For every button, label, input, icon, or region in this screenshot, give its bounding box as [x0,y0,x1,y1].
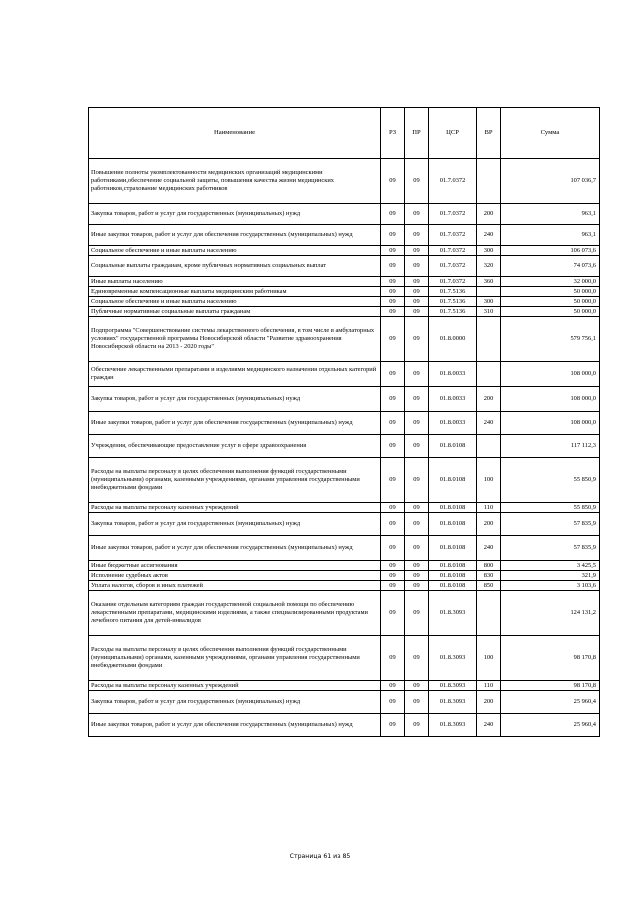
cell-name: Иные закупки товаров, работ и услуг для обеспечения государственных (муниципальных) нужд [89,412,381,435]
cell-name: Закупка товаров, работ и услуг для государственных (муниципальных) нужд [89,387,381,412]
cell-name: Расходы на выплаты персоналу казенных учреждений [89,681,381,691]
cell-sum: 57 835,9 [501,536,600,561]
cell-rz: 09 [381,297,405,307]
cell-vr: 310 [477,307,501,317]
cell-csr: 01.8.3093 [429,681,477,691]
cell-sum: 74 073,6 [501,256,600,277]
cell-sum: 50 000,0 [501,297,600,307]
cell-pr: 09 [405,681,429,691]
cell-csr: 01.7.5136 [429,307,477,317]
cell-name: Социальное обеспечение и иные выплаты населению [89,297,381,307]
table-row [89,387,600,412]
cell-csr: 01.7.0372 [429,246,477,256]
cell-name: Социальное обеспечение и иные выплаты населению [89,246,381,256]
cell-sum: 117 112,3 [501,435,600,458]
cell-csr: 01.8.0033 [429,412,477,435]
cell-pr: 09 [405,503,429,513]
cell-csr: 01.8.0000 [429,317,477,362]
table-row [89,256,600,277]
cell-sum: 55 850,9 [501,503,600,513]
cell-rz: 09 [381,513,405,536]
table-row [89,591,600,636]
table-row [89,561,600,571]
cell-name: Исполнение судебных актов [89,571,381,581]
cell-sum: 3 425,5 [501,561,600,571]
cell-vr: 320 [477,256,501,277]
cell-name: Закупка товаров, работ и услуг для государственных (муниципальных) нужд [89,691,381,714]
cell-pr: 09 [405,561,429,571]
cell-csr: 01.8.0108 [429,561,477,571]
cell-name: Иные закупки товаров, работ и услуг для обеспечения государственных (муниципальных) нужд [89,714,381,737]
table-row [89,581,600,591]
cell-name: Социальные выплаты гражданам, кроме публичных нормативных социальных выплат [89,256,381,277]
cell-rz: 09 [381,362,405,387]
table-row [89,204,600,225]
cell-rz: 09 [381,503,405,513]
cell-name: Расходы на выплаты персоналу казенных учреждений [89,503,381,513]
table-row [89,513,600,536]
cell-sum: 579 756,1 [501,317,600,362]
cell-pr: 09 [405,317,429,362]
table-row [89,571,600,581]
cell-vr [477,591,501,636]
cell-name: Публичные нормативные социальные выплаты гражданам [89,307,381,317]
cell-sum: 55 850,9 [501,458,600,503]
table-row [89,246,600,256]
cell-rz: 09 [381,317,405,362]
cell-csr: 01.8.0033 [429,387,477,412]
cell-rz: 09 [381,571,405,581]
table-row [89,297,600,307]
cell-vr [477,287,501,297]
cell-name: Оказание отдельным категориям граждан государственной социальной помощи по обеспечению лекарственными препаратами, медицинскими изделиями, а также специализированными продуктами лечебного питания для детей-инвалидов [89,591,381,636]
cell-vr: 110 [477,681,501,691]
cell-csr: 01.8.0108 [429,513,477,536]
cell-rz: 09 [381,435,405,458]
cell-rz: 09 [381,387,405,412]
table-row [89,287,600,297]
cell-vr: 830 [477,571,501,581]
cell-vr: 200 [477,691,501,714]
cell-pr: 09 [405,287,429,297]
table-row [89,412,600,435]
cell-vr: 800 [477,561,501,571]
cell-name: Расходы на выплаты персоналу в целях обеспечения выполнения функций государственными (муниципальными) органами, казенными учреждениями, органами управления государственными внебюджетными фондами [89,636,381,681]
cell-csr: 01.8.3093 [429,691,477,714]
cell-csr: 01.8.0108 [429,458,477,503]
cell-pr: 09 [405,307,429,317]
table-row [89,458,600,503]
cell-sum: 108 000,0 [501,387,600,412]
cell-pr: 09 [405,387,429,412]
cell-sum: 963,1 [501,204,600,225]
cell-name: Единовременные компенсационные выплаты медицинским работникам [89,287,381,297]
cell-vr: 200 [477,513,501,536]
cell-vr: 300 [477,297,501,307]
header-csr: ЦСР [429,108,477,159]
cell-csr: 01.7.5136 [429,287,477,297]
cell-rz: 09 [381,636,405,681]
cell-rz: 09 [381,591,405,636]
cell-pr: 09 [405,246,429,256]
table-row [89,362,600,387]
cell-sum: 50 000,0 [501,287,600,297]
cell-pr: 09 [405,297,429,307]
cell-rz: 09 [381,561,405,571]
cell-pr: 09 [405,714,429,737]
cell-pr: 09 [405,458,429,503]
cell-pr: 09 [405,362,429,387]
cell-csr: 01.7.0372 [429,256,477,277]
cell-pr: 09 [405,256,429,277]
cell-name: Иные бюджетные ассигнования [89,561,381,571]
cell-vr [477,159,501,204]
table-row [89,503,600,513]
cell-vr: 100 [477,636,501,681]
cell-csr: 01.7.0372 [429,277,477,287]
cell-pr: 09 [405,536,429,561]
table-row [89,714,600,737]
cell-name: Иные закупки товаров, работ и услуг для обеспечения государственных (муниципальных) нужд [89,536,381,561]
cell-csr: 01.7.5136 [429,297,477,307]
cell-rz: 09 [381,159,405,204]
cell-csr: 01.8.0108 [429,536,477,561]
header-rz: РЗ [381,108,405,159]
cell-rz: 09 [381,691,405,714]
cell-rz: 09 [381,277,405,287]
cell-csr: 01.7.0372 [429,204,477,225]
cell-rz: 09 [381,681,405,691]
cell-name: Подпрограмма "Совершенствование системы лекарственного обеспечения, в том числе в амбулаторных условиях" государственной программы Новосибирской области "Развитие здравоохранения Новосибирской области на 2013 - 2020 годы" [89,317,381,362]
table-row [89,691,600,714]
cell-csr: 01.8.3093 [429,636,477,681]
cell-vr: 360 [477,277,501,287]
cell-rz: 09 [381,536,405,561]
cell-name: Закупка товаров, работ и услуг для государственных (муниципальных) нужд [89,204,381,225]
cell-sum: 57 835,9 [501,513,600,536]
cell-pr: 09 [405,513,429,536]
cell-rz: 09 [381,204,405,225]
header-name: Наименование [89,108,381,159]
table-row [89,681,600,691]
cell-vr: 240 [477,714,501,737]
cell-vr: 110 [477,503,501,513]
cell-csr: 01.8.0108 [429,503,477,513]
cell-sum: 321,9 [501,571,600,581]
cell-sum: 106 073,6 [501,246,600,256]
cell-pr: 09 [405,636,429,681]
cell-csr: 01.8.0108 [429,571,477,581]
cell-csr: 01.8.3093 [429,591,477,636]
cell-pr: 09 [405,159,429,204]
cell-rz: 09 [381,458,405,503]
cell-vr: 240 [477,412,501,435]
header-vr: ВР [477,108,501,159]
cell-sum: 32 000,0 [501,277,600,287]
cell-pr: 09 [405,581,429,591]
cell-pr: 09 [405,591,429,636]
budget-table [88,107,600,737]
cell-vr: 850 [477,581,501,591]
cell-pr: 09 [405,571,429,581]
table-header-row [89,108,600,159]
cell-pr: 09 [405,435,429,458]
cell-sum: 108 000,0 [501,362,600,387]
cell-sum: 108 000,0 [501,412,600,435]
table-row [89,317,600,362]
cell-rz: 09 [381,287,405,297]
cell-csr: 01.8.3093 [429,714,477,737]
cell-pr: 09 [405,277,429,287]
cell-sum: 124 131,2 [501,591,600,636]
cell-rz: 09 [381,714,405,737]
table-row [89,435,600,458]
cell-sum: 50 000,0 [501,307,600,317]
table-row [89,159,600,204]
table-row [89,536,600,561]
cell-name: Закупка товаров, работ и услуг для государственных (муниципальных) нужд [89,513,381,536]
cell-vr [477,317,501,362]
cell-vr: 240 [477,536,501,561]
cell-name: Расходы на выплаты персоналу в целях обеспечения выполнения функций государственными (муниципальными) органами, казенными учреждениями, органами управления государственными внебюджетными фондами [89,458,381,503]
cell-name: Иные закупки товаров, работ и услуг для обеспечения государственных (муниципальных) нужд [89,225,381,246]
table-row [89,636,600,681]
cell-vr [477,435,501,458]
cell-sum: 3 103,6 [501,581,600,591]
table-row [89,307,600,317]
cell-sum: 98 170,8 [501,681,600,691]
cell-vr: 300 [477,246,501,256]
table-row [89,225,600,246]
cell-sum: 98 170,8 [501,636,600,681]
cell-rz: 09 [381,307,405,317]
cell-sum: 963,1 [501,225,600,246]
cell-vr: 240 [477,225,501,246]
cell-pr: 09 [405,225,429,246]
cell-sum: 107 036,7 [501,159,600,204]
cell-name: Учреждения, обеспечивающие предоставление услуг в сфере здравоохранения [89,435,381,458]
cell-pr: 09 [405,691,429,714]
cell-sum: 25 960,4 [501,714,600,737]
cell-pr: 09 [405,412,429,435]
cell-rz: 09 [381,581,405,591]
cell-csr: 01.8.0033 [429,362,477,387]
cell-rz: 09 [381,412,405,435]
cell-rz: 09 [381,246,405,256]
cell-vr: 200 [477,204,501,225]
cell-csr: 01.8.0108 [429,581,477,591]
cell-name: Повышение полноты укомплектованности медицинских организаций медицинскими работниками,обеспечение социальной защиты, повышения качества жизни медицинских работников,страхование медицинских работников [89,159,381,204]
header-pr: ПР [405,108,429,159]
cell-rz: 09 [381,225,405,246]
cell-vr [477,362,501,387]
header-sum: Сумма [501,108,600,159]
cell-name: Обеспечение лекарственными препаратами и изделиями медицинского назначения отдельных категорий граждан [89,362,381,387]
cell-vr: 100 [477,458,501,503]
cell-csr: 01.7.0372 [429,159,477,204]
table-row [89,277,600,287]
cell-name: Уплата налогов, сборов и иных платежей [89,581,381,591]
cell-sum: 25 960,4 [501,691,600,714]
cell-csr: 01.7.0372 [429,225,477,246]
cell-pr: 09 [405,204,429,225]
cell-vr: 200 [477,387,501,412]
page-number: Страница 61 из 85 [289,853,351,860]
cell-csr: 01.8.0108 [429,435,477,458]
cell-name: Иные выплаты населению [89,277,381,287]
cell-rz: 09 [381,256,405,277]
